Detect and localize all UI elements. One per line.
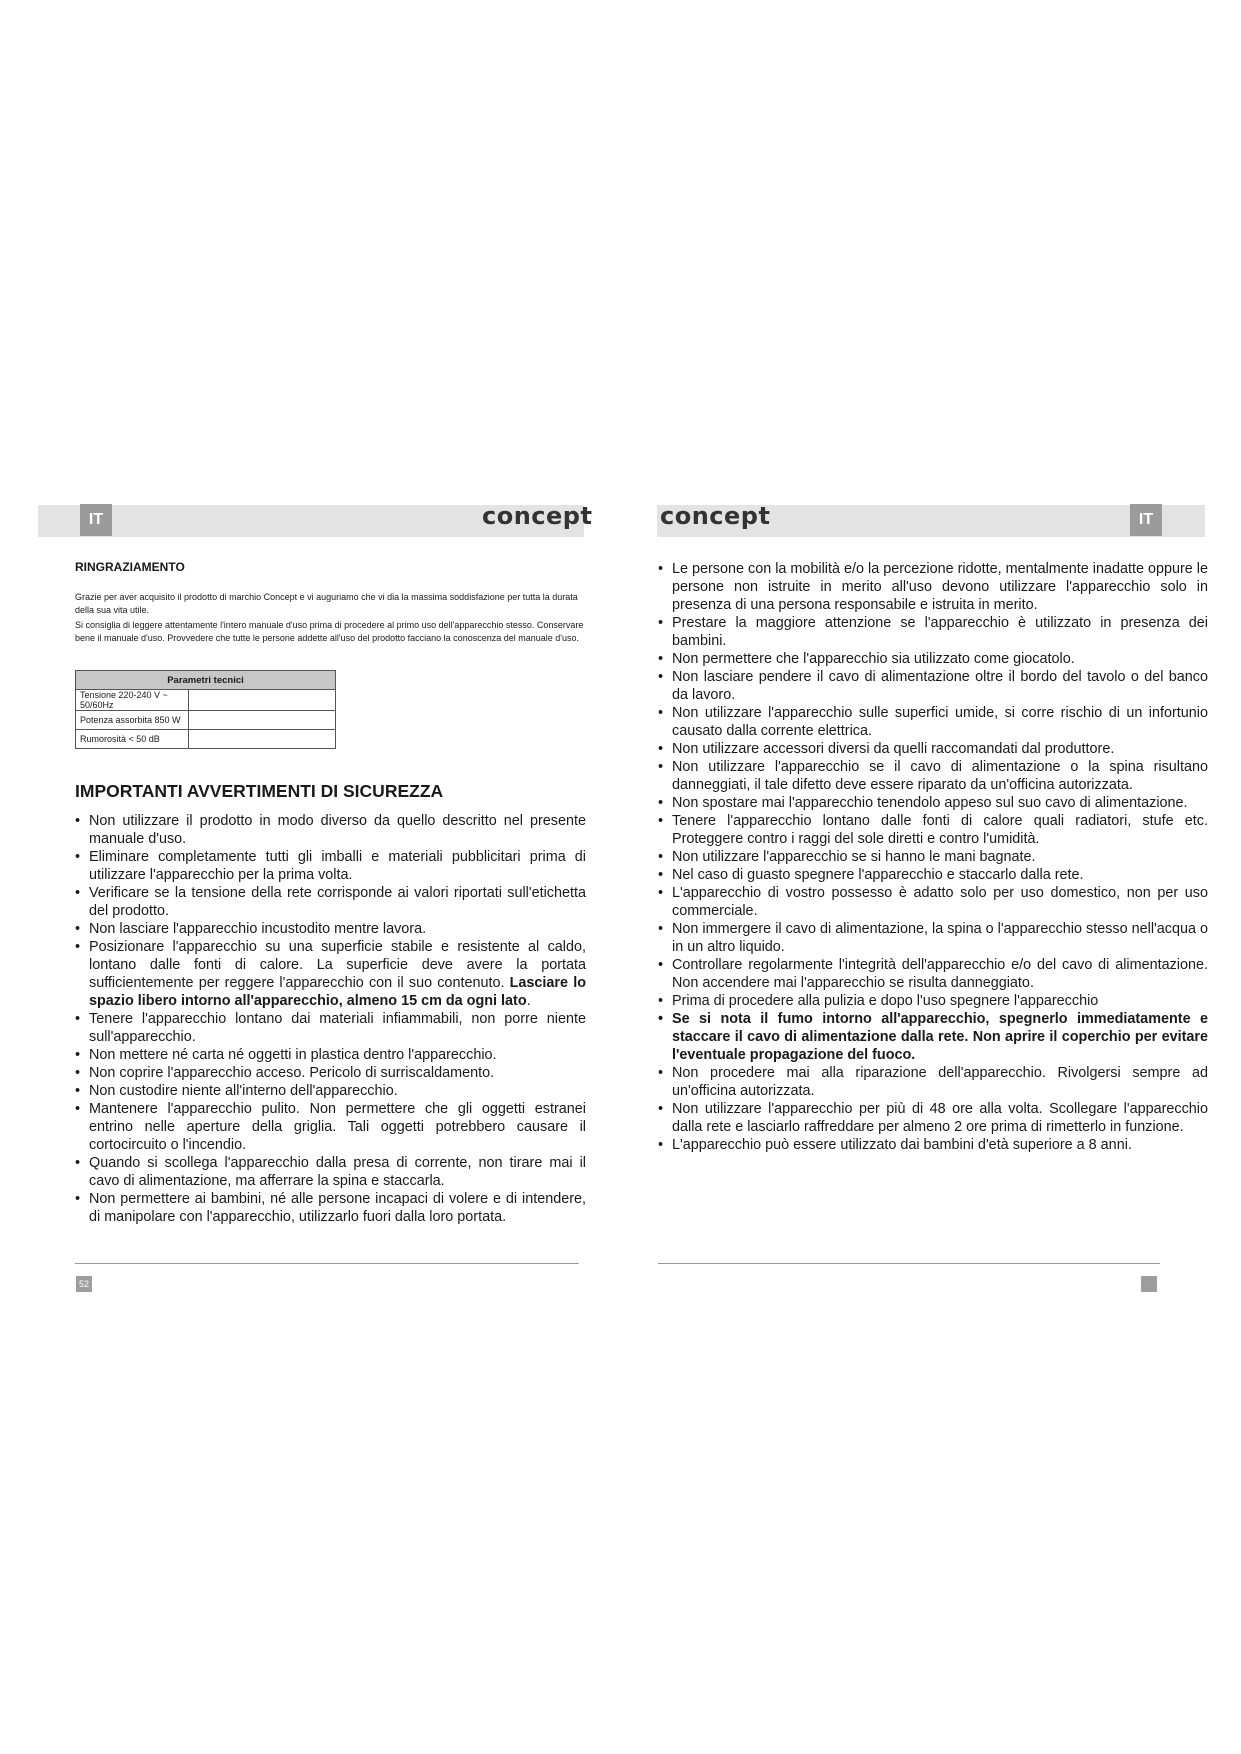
list-item: • Non coprire l'apparecchio acceso. Pericolo di surriscaldamento. xyxy=(75,1064,586,1082)
list-item: • Tenere l'apparecchio lontano dai materiali infiammabili, non porre niente sull'apparecchio. xyxy=(75,1010,586,1046)
footer-divider xyxy=(75,1263,579,1264)
list-item: • Non procedere mai alla riparazione dell'apparecchio. Rivolgersi sempre ad un'officina autorizzata. xyxy=(658,1064,1208,1100)
brand-logo: concept xyxy=(660,502,771,530)
list-item: • Non utilizzare accessori diversi da quelli raccomandati dal produttore. xyxy=(658,740,1208,758)
warning-text: Posizionare l'apparecchio su una superficie stabile e resistente al caldo, lontano dalle fonti di calore. La superficie deve avere la portata sufficientemente per reggere l'apparecchio con il suo contenuto. xyxy=(89,939,586,991)
table-cell-empty xyxy=(189,690,336,711)
list-item: • Non spostare mai l'apparecchio tenendolo appeso sul suo cavo di alimentazione. xyxy=(658,794,1208,812)
table-row xyxy=(76,730,336,749)
table-row xyxy=(76,690,336,711)
list-item: • Mantenere l'apparecchio pulito. Non permettere che gli oggetti estranei entrino nelle aperture della griglia. Tali oggetti potrebbero causare il cortocircuito o l'incendio. xyxy=(75,1100,586,1154)
language-badge: IT xyxy=(80,504,112,536)
list-item: • L'apparecchio di vostro possesso è adatto solo per uso domestico, non per uso commerciale. xyxy=(658,884,1208,920)
list-item: • Prestare la maggiore attenzione se l'apparecchio è utilizzato in presenza dei bambini. xyxy=(658,614,1208,650)
list-item: • Le persone con la mobilità e/o la percezione ridotte, mentalmente inadatte oppure le persone non istruite in merito all'uso devono utilizzare l'apparecchio solo in presenza di una persona responsabile e istruita in merito. xyxy=(658,560,1208,614)
tech-params-table xyxy=(75,670,336,749)
left-content xyxy=(75,560,586,1226)
thanks-title: RINGRAZIAMENTO xyxy=(75,560,185,574)
list-item: • Tenere l'apparecchio lontano dalle fonti di calore quali radiatori, stufe etc. Proteggere contro i raggi del sole diretti e contro l'umidità. xyxy=(658,812,1208,848)
list-item: • Non utilizzare il prodotto in modo diverso da quello descritto nel presente manuale d'uso. xyxy=(75,812,586,848)
list-item: • L'apparecchio può essere utilizzato dai bambini d'età superiore a 8 anni. xyxy=(658,1136,1208,1154)
smoke-warning: • Se si nota il fumo intorno all'apparecchio, spegnerlo immediatamente e staccare il cavo di alimentazione dalla rete. Non aprire il coperchio per evitare l'eventuale propagazione del fuoco. xyxy=(658,1010,1208,1064)
list-item: • Non utilizzare l'apparecchio per più di 48 ore alla volta. Scollegare l'apparecchio dalla rete e lasciarlo raffreddare per almeno 2 ore prima di rimetterlo in funzione. xyxy=(658,1100,1208,1136)
list-item: • Non permettere ai bambini, né alle persone incapaci di volere e di intendere, di manipolare con l'apparecchio, utilizzarlo fuori dalla loro portata. xyxy=(75,1190,586,1226)
table-cell-empty xyxy=(189,730,336,749)
table-cell: Rumorosità < 50 dB xyxy=(76,730,189,749)
table-row xyxy=(76,711,336,730)
list-item: • Quando si scollega l'apparecchio dalla presa di corrente, non tirare mai il cavo di alimentazione, ma afferrare la spina e staccarla. xyxy=(75,1154,586,1190)
warning-end: . xyxy=(526,993,531,1009)
list-item xyxy=(75,938,586,1010)
list-item: • Non permettere che l'apparecchio sia utilizzato come giocatolo. xyxy=(658,650,1208,668)
table-cell: Tensione 220-240 V ~ 50/60Hz xyxy=(76,690,189,711)
right-page xyxy=(621,0,1241,1754)
reading-advice-paragraph: Si consiglia di leggere attentamente l'intero manuale d'uso prima di procedere al primo uso dell'apparecchio stesso. Conservare bene il manuale d'uso. Provvedere che tutte le persone addette all'uso del prodotto facciano la conoscenza del manuale d'uso. xyxy=(75,620,584,643)
safety-section-title: IMPORTANTI AVVERTIMENTI DI SICUREZZA xyxy=(75,781,444,801)
right-content xyxy=(658,560,1208,1154)
list-item: • Verificare se la tensione della rete corrisponde ai valori riportati sull'etichetta del prodotto. xyxy=(75,884,586,920)
brand-logo: concept xyxy=(482,502,593,530)
page-number: 52 xyxy=(76,1276,92,1292)
list-item: • Controllare regolarmente l'integrità dell'apparecchio e/o del cavo di alimentazione. Non accendere mai l'apparecchio se risulta danneggiato. xyxy=(658,956,1208,992)
footer-divider xyxy=(658,1263,1160,1264)
thanks-paragraph: Grazie per aver acquisito il prodotto di marchio Concept e vi auguriamo che vi dia la massima soddisfazione per tutta la durata della sua vita utile. xyxy=(75,592,578,615)
warnings-list-right xyxy=(658,560,1208,1154)
list-item: • Non lasciare pendere il cavo di alimentazione oltre il bordo del tavolo o del banco da lavoro. xyxy=(658,668,1208,704)
list-item: • Eliminare completamente tutti gli imballi e materiali pubblicitari prima di utilizzare l'apparecchio per la prima volta. xyxy=(75,848,586,884)
list-item: • Nel caso di guasto spegnere l'apparecchio e staccarlo dalla rete. xyxy=(658,866,1208,884)
list-item: • Prima di procedere alla pulizia e dopo l'uso spegnere l'apparecchio xyxy=(658,992,1208,1010)
list-item: • Non utilizzare l'apparecchio sulle superfici umide, si corre rischio di un infortunio causato dalla corrente elettrica. xyxy=(658,704,1208,740)
page-number-marker xyxy=(1141,1276,1157,1292)
list-item: • Non mettere né carta né oggetti in plastica dentro l'apparecchio. xyxy=(75,1046,586,1064)
table-cell: Potenza assorbita 850 W xyxy=(76,711,189,730)
list-item: • Non custodire niente all'interno dell'apparecchio. xyxy=(75,1082,586,1100)
list-item: • Non utilizzare l'apparecchio se il cavo di alimentazione o la spina risultano danneggiati, il tale difetto deve essere riparato da un'officina autorizzata. xyxy=(658,758,1208,794)
list-item: • Non lasciare l'apparecchio incustodito mentre lavora. xyxy=(75,920,586,938)
language-badge: IT xyxy=(1130,504,1162,536)
list-item: • Non utilizzare l'apparecchio se si hanno le mani bagnate. xyxy=(658,848,1208,866)
tech-table-title: Parametri tecnici xyxy=(76,671,336,690)
warning-emphasis: Lasciare lo spazio libero intorno all'apparecchio, almeno 15 cm da ogni lato xyxy=(89,975,586,1009)
warnings-list-left xyxy=(75,812,586,1226)
table-cell-empty xyxy=(189,711,336,730)
list-item: • Non immergere il cavo di alimentazione, la spina o l'apparecchio stesso nell'acqua o in un altro liquido. xyxy=(658,920,1208,956)
left-page xyxy=(0,0,620,1754)
